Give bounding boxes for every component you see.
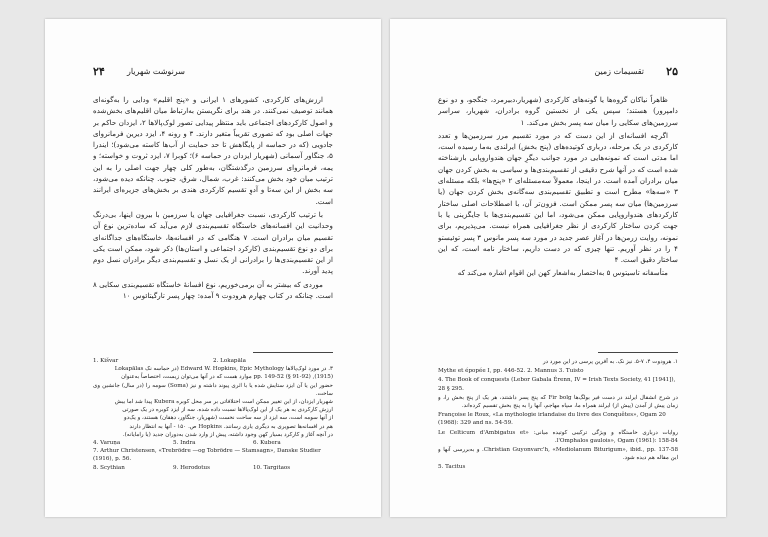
running-title: تقسیمات زمین: [594, 67, 644, 76]
footnote-separator: [598, 352, 678, 353]
page-number: ۲۴: [93, 65, 105, 78]
footnote: 4. The Book of conquests (Lebor Gabala Érenn, IV = Irish Texts Society, 41 [1941]), 28 § 295.: [438, 377, 676, 392]
footnote: 6. Kubera: [253, 440, 281, 447]
body-text: [438, 94, 678, 344]
footnote-line: هم در افسانه‌ها تصویری به دیگری یاری رسانند. Hopkins ص. ۱۵۰ - آنها به انتظار دارند: [129, 423, 333, 430]
footnote-line: در آنچه آغاز و کارکرد بسیار کهن وجود داشته، پیش از وارد شدن به‌دوران جدید (یا رامایانه).: [122, 431, 333, 438]
footnote: 5. Indra: [173, 440, 196, 447]
footnote-line: ارزش کارکردی به هر یک از این لوک‌پالاها نسبت داده شده. سه از ایزد کوبره در یک صورتی: [122, 407, 333, 414]
footnote: 9. Herodotus: [173, 464, 211, 471]
footnote: ۱. هرودوت ۴، ۷-۵. نیز نک. به آفرین پرسی در این مورد در: [542, 359, 678, 365]
paragraph: متأسفانه تاسیتوس ۵ به‌اختصار به‌اشعار کهن این اقوام اشاره می‌کند که: [457, 268, 668, 278]
right-page: [390, 19, 726, 517]
footnote-row: [93, 439, 333, 447]
footnote: Mythe et épopée I, pp. 446-52. 2. Mannus 3. Tuisto: [438, 368, 584, 375]
footnote: روایات درباری خاستگاه و ویژگی ترکیبی کوتیده میانی: «Le Celticum d'Ambigatus et l'Omphalos gaulois», Ogam (1961): 158-84.: [438, 429, 678, 444]
footnote: Christian Guyonvarc'h, «Mediolanum Biturigum», ibid., pp. 137-58. و به‌بررسی آنها و این مقاله هم دیده شود.: [438, 447, 678, 462]
footnote-separator: [253, 352, 333, 353]
page-header: [438, 65, 678, 79]
footnote-row: [93, 464, 333, 472]
running-title: سرنوشت شهریار: [127, 67, 185, 76]
left-page: [45, 19, 381, 517]
footnote: 1. Kišvar: [93, 358, 119, 364]
footnote: 2. Lokapāla: [213, 358, 246, 364]
footnote-line: حضور این یا آن ایزد ستایش شده یا با اثری پیوند داشته و نیز (Soma) سومه را (در سال) جانشین وی ساخت.: [93, 382, 333, 397]
paragraph: با ترتیب کارکردی، نسبت جغرافیایی جهان یا سرزمین با بیرون اینها، بی‌درنگ وحدانیت این افسانه‌های خاستگاه تقسیم‌بندی لازم می‌آید که ساده‌ترین نوع آن تقسیم میان برادران است. ۷ هنگامی که در افسانه‌ها، خاستگاه‌های جداگانه‌ای برای دو نوع تقسیم‌بندی (کارکرد اجتماعی و استان‌ها) ذکر شود، ممکن است یکی از این تقسیم‌بندی‌ها را برادرانی از یک نسل و تقسیم‌بندی دیگر برادران نسل دوم پدید آورند.: [93, 209, 333, 276]
footnote-line: از آنها سومه است، سه ایزد از سه ساحت نخست (شهریار، جنگاور، دهقان) هستند، و یک‌دو: [124, 415, 333, 422]
footnote: 5. Tacitus: [438, 464, 466, 471]
footnote: 8. Scythian: [93, 464, 125, 471]
paragraph: موردی که بیشتر به آن برمی‌خوریم، نوع افسانهٔ خاستگاه تقسیم‌بندی سکایی ۸ است. چنانکه در کتاب چهارم هرودوت ۹ آمده: چهار پسر تارگیتائوس ۱۰: [93, 279, 333, 301]
footnote-row: [93, 447, 333, 463]
footnote: 4. Varuṇa: [93, 440, 121, 447]
footnote-row: [93, 357, 333, 365]
paragraph: ظاهراً نیاکان گروه‌ها یا گونه‌های کارکردی (شهریار،دبیر‌مرد، جنگجو، و دو نوع دامپرور) هستند؛ سپس یکی از نخستین گروه برادران، شهریار، سراسر سرزمین‌های سکایی را میان سه پسر بخش می‌کند. ۱: [438, 95, 678, 127]
footnote: 10. Targitaos: [253, 464, 291, 471]
footnote: در شرح انشقال ایرلند در دست فیر بولگ‌ها Fir bolg که پنج پسر داشتند، هر یک از پنج بخش را، و زمان پیش از آمدن (پیش از) ایرلند همراه ما، سپاه مهاجم، آنها را به پنج بخش تقسیم کرده‌اند.: [438, 394, 678, 410]
footnote-line: ۳. در مورد لوک‌پالاها Edward W. Hopkins, Epic Mythology (در حماسه نک Lokapālas: [114, 366, 333, 373]
footnote-3: [93, 365, 333, 439]
footnote-line: (1915), pp. 149-52 (§ 91-92) موارد هست که در آنها می‌توان زیست، اختصاصاً به‌عنوان: [121, 374, 333, 381]
page-number: ۲۵: [666, 65, 678, 78]
paragraph: ارزش‌های کارکردی، کشورهای ۱ ایرانی و «پنج اقلیم» و‌دایی را به‌گونه‌ای همانند توصیف نمی‌کنند. در هند برای نگریستن به‌ارتباط میان اقلیم‌های بخش‌شده و اصول کارکردهای اجتماعی باید منتظر پیدایی تصور لوک‌پالاها ۲، ایزدان حاکم بر جهات اصلی بود که تصوری تقریباً متغیر دارند. ۳ و رونه ۴، ایزد دیرین فرمانروای جادویی (که در حماسه از پایگاهش تا حد حمایت از آب‌ها کاسته می‌شود)؛ ایندرا ۵، جنگاور آسمانی (شهریار ایزدان در حماسه ۶)؛ کوبرا ۷، ایزد ثروت و خواسته؛ و یمه، فرمانروای سرزمین درگذشتگان، به‌طور کلی چهار جهت اصلی را به این ترتیب میان خود بخش می‌کنند: غرب، شمال، شرق، جنوب. چنانکه دیده می‌شود، سه بخش از این سه‌تا و‌ آدوِ تقسیم کارکردی هندی بر بخش‌های جزیره‌ای ایرانند است.: [93, 95, 333, 206]
footnotes: [93, 357, 333, 507]
page-header: [93, 65, 333, 79]
footnote: Françoise le Roux, «La mythologie irlandaise du livre des Conquêtes», Ogam 20 (1968): 329 and ns. 54-59.: [438, 412, 666, 427]
body-text: [93, 94, 333, 344]
footnotes: [438, 357, 678, 507]
footnote-line: شهریار ایزدان، از این تغییر ممکن است اختلافاتی بر سر محل کوبره Kubera پیدا شد اما بیش: [114, 399, 333, 406]
footnote: 7. Arthur Christensen, «Trebrödre —og Tobrödre — Stamsagn», Danske Studier (1916), p. 56.: [93, 448, 321, 463]
paragraph: اگرچه افسانه‌ای از این دست که در مورد تقسیم مرز سرزمین‌ها و تعدد کارکردی در یک مرحله، درباری کوتیده‌های (پنج بخش) ایرلندی به‌ما رسیده است، اما مدتی است که نمونه‌هایی در مورد جوانب دیگرِ جهان هندواروپایی بازشناخته شده است که در آنها شرح دقیقی از تقسیم‌بندی‌ها و سیاسی به بخش کردن جهان میان برادران آمده است. در اینجا، معمولاً سه‌مسئله‌ای ۲ «پنج‌ها» بلکه مسئله‌ای ۳ «سه‌ها» مطرح است و تطبیق تقسیم‌بندی سه‌گانه‌ی بخش کردن جهان (یا سرزمین‌ها) میان سه پسر ممکن است. فزون‌تر آن، با اصطلاحات اصلی ساختار کارکردهای هندواروپایی ممکن می‌شود، اما این تقسیم‌بندی‌ها با جایگزینی یا با جهت کردن ساختار کارکردی از نظر جغرافیایی همراه نیست. می‌پذیریم، برای نمونه، روایت زرمن‌ها در آغاز عصر جدید در مورد سه پسر مانوس ۳ پسر توئیستو ۴ را در نظر آوریم. تنها چیزی که در دست داریم، ساختار نامه است، که این ساختار دقیق است. ۴: [438, 130, 678, 265]
